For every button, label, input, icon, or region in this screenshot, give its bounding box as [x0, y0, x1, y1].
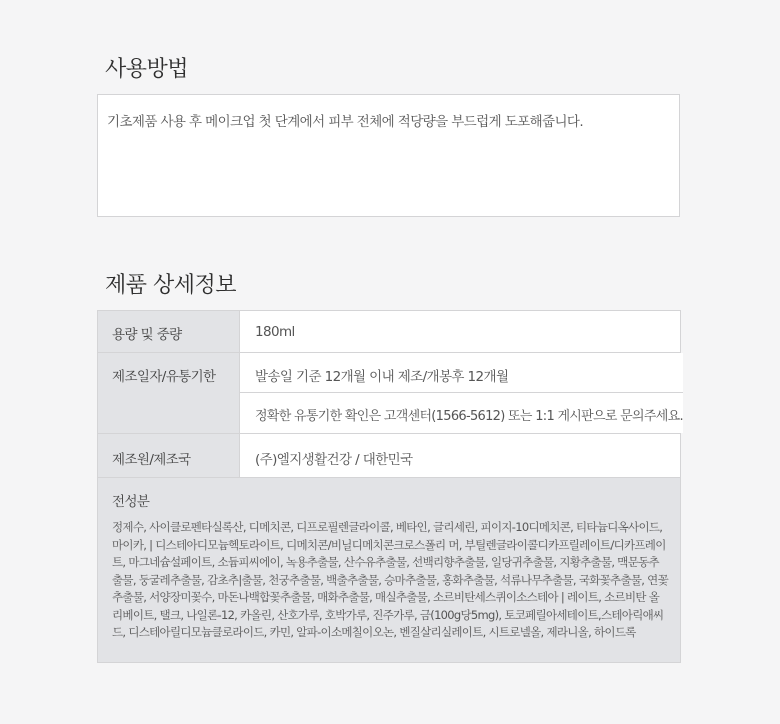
usage-text: 기초제품 사용 후 메이크업 첫 단계에서 피부 전체에 적당량을 부드럽게 도포해줍니다. [107, 114, 584, 130]
capacity-label: 용량 및 중량 [98, 311, 240, 352]
maker-value: (주)엘지생활건강 / 대한민국 [255, 452, 413, 468]
expiry-label: 제조일자/유통기한 [98, 353, 240, 433]
maker-label: 제조원/제조국 [98, 434, 240, 477]
detail-section-title: 제품 상세정보 [105, 273, 237, 298]
ingredients-section [98, 478, 680, 663]
usage-section-title: 사용방법 [105, 57, 189, 82]
ingredients-label: 전성분 [112, 494, 150, 510]
expiry-note: 정확한 유통기한 확인은 고객센터(1566-5612) 또는 1:1 게시판으로 문의주세요. [255, 409, 683, 424]
product-detail-table [97, 310, 681, 663]
ingredients-text: 정제수, 사이클로펜타실록산, 디메치콘, 디프로필렌글라이콜, 베타인, 글리세린, 피이지-10디메치콘, 티타늄디옥사이드, 마이카, | 디스테아디모늄헥토라이트, 디메치콘/비닐디메치콘크로스폴리 머, 부틸렌글라이콜디카프릴레이트/디카프레이트, 마그네슘설페이트, 소듐피씨에이, 녹용추출물, 산수유추출물, 선백리향추출물, 일당귀추출물, 지황추출물, 맥문동추출물, 둥굴레추출물, 감초추|출물, 천궁추출물, 백출추출물, 승마추출물, 홍화추출물, 석류나무추출물, 국화꽃추출물, 연꽃추출물, 서양장미꽃수, 마돈나백합꽃추출물, 매화추출물, 매실추출물, 소르비탄세스퀴이소스테아 | 레이트, 소르비탄 올리베이트, 탤크, 나일론-12, 카올린, 산호가루, 호박가루, 진주가루, 금(100g당5mg), 토코페릴아세테이트,스테아릭애씨드, 디스테아릴디모늄클로라이드, 카민, 알파-이소메칠이오논, 벤질살리실레이트, 시트로넬올, 제라니올, 하이드록 [112, 520, 669, 639]
usage-box [97, 94, 680, 217]
maker-row [98, 434, 680, 478]
expiry-value: 발송일 기준 12개월 이내 제조/개봉후 12개월 [240, 353, 683, 393]
capacity-row [98, 311, 680, 353]
expiry-row [98, 353, 683, 434]
capacity-value: 180ml [255, 324, 295, 340]
